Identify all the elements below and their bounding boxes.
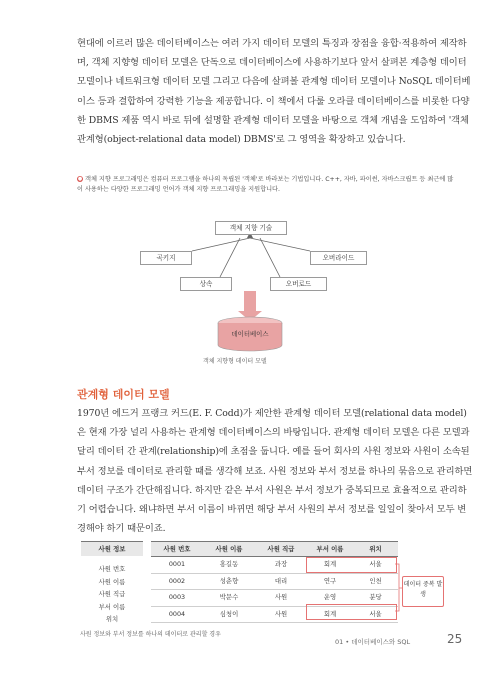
table-cell: 사원	[274, 609, 288, 618]
box-left2: 상속	[180, 277, 232, 291]
box-right2: 오버로드	[270, 277, 327, 291]
note-text: 객체 지향 프로그래밍은 컴퓨터 프로그램을 하나의 독립된 '객체'로 바라보는 기법입니다. C++, 자바, 파이썬, 자바스크립트 등 최근에 많이 사용하는 다양한 프로그래밍 언어가 객체 지향 프로그래밍을 지원합니다.	[77, 176, 454, 193]
table-cell: 운영	[323, 593, 337, 601]
header-cell: 위치	[369, 545, 382, 553]
table-cell: 서울	[369, 560, 382, 568]
note-icon: ●	[77, 176, 83, 182]
table-cell: 연구	[323, 576, 337, 585]
left-item: 위치	[105, 615, 119, 623]
table-cell: 과장	[274, 560, 288, 568]
table-cell: 인천	[369, 576, 382, 585]
table-cell: 회계	[323, 560, 337, 568]
table-caption: 사원 정보와 부서 정보를 하나의 데이터로 관리할 경우	[80, 631, 221, 638]
table-cell: 대리	[274, 576, 288, 585]
left-header: 사원 정보	[81, 541, 143, 556]
box-object-tech: 객체 지향 기술	[215, 221, 287, 235]
figure-caption: 객체 지향형 데이터 모델	[203, 358, 267, 365]
table-cell: 0003	[168, 593, 186, 601]
table-cell: 회계	[323, 609, 337, 618]
header-cell: 사원 번호	[163, 545, 191, 553]
db-label: 데이터베이스	[231, 330, 269, 338]
object-model-figure	[130, 211, 370, 371]
box-left1: 곡키지	[140, 251, 192, 265]
table-cell: 분당	[369, 593, 382, 601]
connector-right1	[250, 238, 310, 251]
left-item: 부서 이름	[98, 602, 126, 611]
duplicate-label: 데이터 중복 발생	[402, 576, 444, 607]
left-item: 사원 번호	[98, 565, 126, 573]
down-arrow-shaft	[244, 291, 256, 311]
table-cell: 0002	[168, 576, 186, 585]
table-cell: 홍길동	[219, 560, 239, 568]
left-item: 사원 이름	[98, 577, 126, 586]
table-cell: 서울	[369, 609, 382, 618]
box-right1: 오버라이드	[310, 251, 367, 265]
page-number: 25	[447, 632, 463, 646]
section-title: 관계형 데이터 모델	[77, 388, 170, 401]
left-item: 사원 직급	[98, 590, 126, 598]
table-cell: 사원	[274, 593, 288, 601]
table-cell: 0001	[168, 560, 186, 568]
table-cell: 박문수	[219, 593, 239, 601]
header-cell: 부서 이름	[316, 545, 344, 553]
figure-connectors	[130, 211, 370, 371]
employee-table-figure	[77, 541, 471, 621]
note	[77, 175, 457, 195]
section-paragraph: 1970년 에드거 프랭크 커드(E. F. Codd)가 제안한 관계형 데이터 모델(relational data model)은 현재 가장 널리 사용하는 관계형 데이터베이스의 바탕입니다. 관계형 데이터 모델은 다른 모델과 달리 데이터 간 관계(relationship)에 초점을 둡니다. 예를 들어 회사의 사원 정보와 사원이 소속된 부서 정보를 데이터로 관리할 때를 생각해 보죠. 사원 정보와 부서 정보를 하나의 묶음으로 관리하면 데이터 구조가 간단해집니다. 하지만 같은 부서 사원은 부서 정보가 중복되므로 효율적으로 관리하기 어렵습니다. 왜냐하면 부서 이름이 바뀌면 해당 부서 사원의 부서 정보를 일일이 찾아서 모두 변경해야 하기 때문이죠.	[77, 408, 473, 535]
table-cell: 0004	[168, 609, 186, 618]
header-cell: 사원 이름	[215, 545, 243, 553]
table-cell: 심청이	[219, 609, 239, 618]
connector-left1	[192, 238, 250, 251]
footer-chapter: 01 • 데이터베이스와 SQL	[335, 638, 411, 646]
table-cell: 성춘향	[219, 576, 239, 585]
intro-paragraph: 현대에 이르러 많은 데이터베이스는 여러 가지 데이터 모델의 특징과 장점을 융합·적용하여 제작하며, 객체 지향형 데이터 모델은 단독으로 데이터베이스에 사용하기보다 앞서 살펴본 계층형 데이터 모델이나 네트워크형 데이터 모델 그리고 다음에 살펴볼 관계형 데이터 모델이나 NoSQL 데이터베이스 등과 결합하여 강력한 기능을 제공합니다. 이 책에서 다룰 오라클 데이터베이스를 비롯한 다양한 DBMS 제품 역시 바로 뒤에 설명할 관계형 데이터 모델을 바탕으로 객체 개념을 도입하여 '객체 관계형(object-relational data model) DBMS'로 그 영역을 확장하고 있습니다.	[77, 38, 471, 146]
header-cell: 사원 직급	[267, 545, 295, 553]
